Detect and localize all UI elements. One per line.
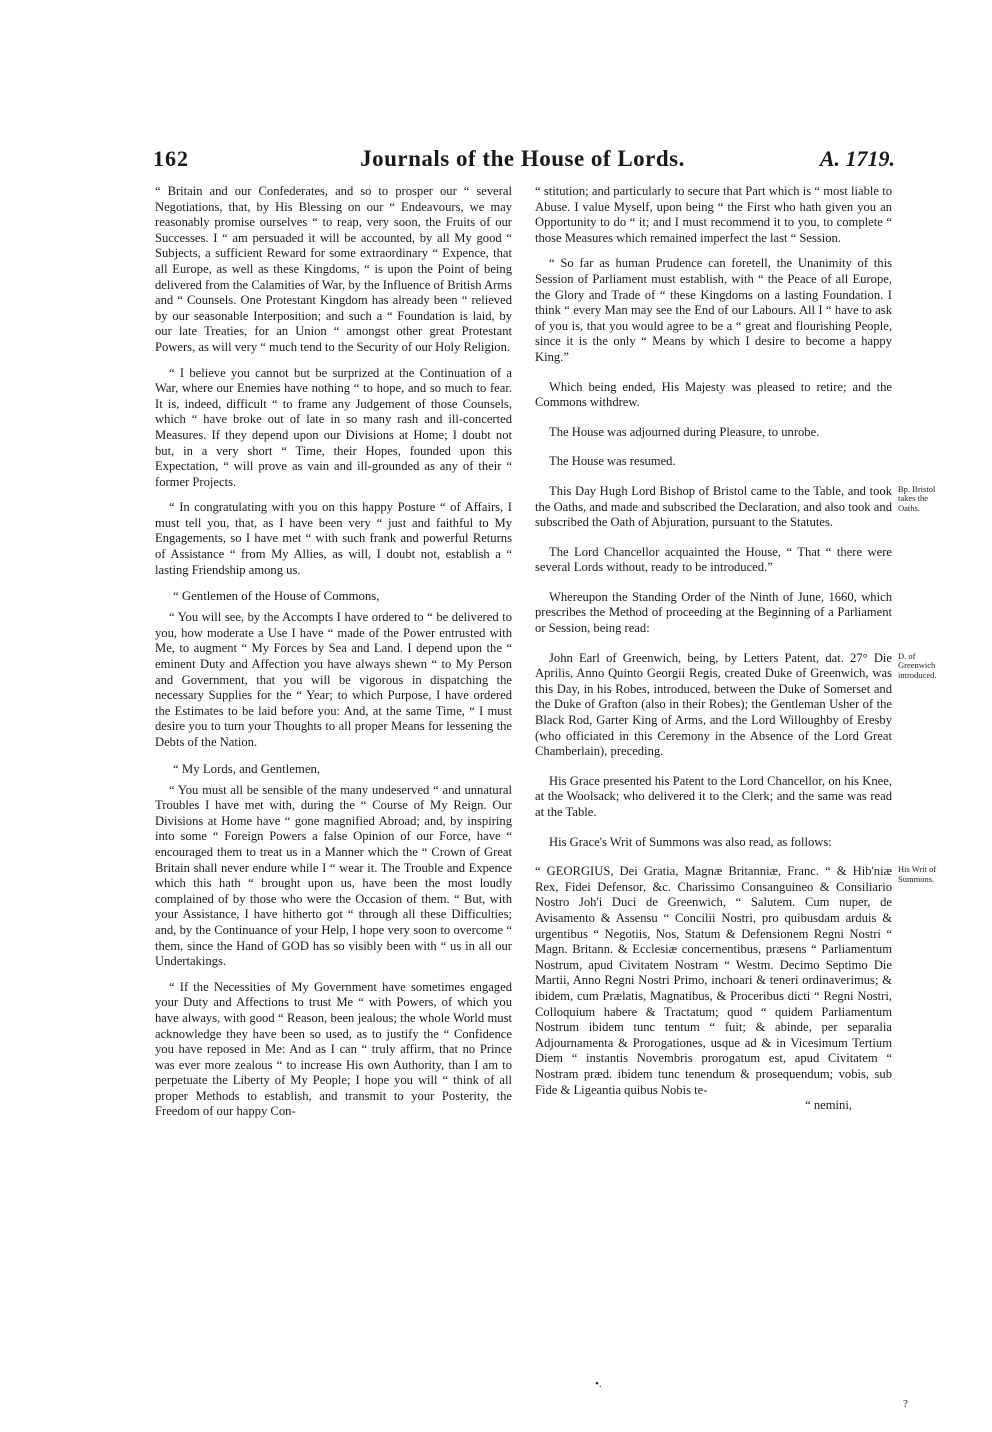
paragraph: “ You must all be sensible of the many undeserved “ and unnatural Troubles I have met with, during the “ Course of My Reign. Our Divisions at Home have “ gone magnified Abroad; and, by inspiring into some “ Foreign Powers a false Opinion of our Force, have “ encouraged them to treat us in a Manner which the “ Crown of Great Britain shall never endure while I “ wear it. The Trouble and Expence which this hath “ brought upon us, have been the most loudly complained of by those who were the Occasion of them. “ But, with your Assistance, I have hitherto got “ through all these Difficulties; and, by the Continuance of your Help, I hope very soon to overcome “ them, since the Hand of GOD has so visibly been with “ us in all our Undertakings.	[155, 782, 512, 969]
right-column	[535, 184, 937, 1114]
paragraph: “ I believe you cannot but be surprized at the Continuation of a War, where our Enemies have nothing “ to hope, and so much to fear. It is, indeed, difficult “ to frame any Judgement of those Counsels, which “ have broke out of late in so many rash and ill-concerted Measures. If they depend upon our Divisions at Home; I doubt not but, in a very short “ Time, their Hopes, founded upon this Expectation, “ will prove as vain and ill-grounded as any of their “ former Projects.	[155, 365, 512, 489]
margin-note: D. of Greenwich introduced.	[898, 650, 937, 680]
journal-title: Journals of the House of Lords.	[360, 146, 685, 171]
catchword: “ nemini,	[805, 1098, 852, 1113]
journal-year: A. 1719.	[819, 146, 895, 171]
margin-note: His Writ of Summons.	[898, 864, 937, 884]
paragraph: His Grace's Writ of Summons was also read, as follows:	[549, 834, 832, 849]
paragraph: Which being ended, His Majesty was pleased to retire; and the Commons withdrew.	[535, 379, 892, 410]
paragraph: Whereupon the Standing Order of the Ninth of June, 1660, which prescribes the Method of proceeding at the Beginning of a Parliament or Session, being read:	[535, 589, 892, 636]
corner-mark: ?	[903, 1398, 908, 1410]
paragraph: “ You will see, by the Accompts I have ordered to “ be delivered to you, how moderate a Use I have “ made of the Power entrusted with Me, to augment “ My Forces by Sea and Land. I depend upon the “ eminent Duty and Affection you have always shewn “ to My Person and Government, that you will be vigorous in dispatching the necessary Supplies for the “ Year; to which Purpose, I have ordered the Estimates to be laid before you: And, at the same Time, “ I must desire you to turn your Thoughts to all proper Means for lessening the Debts of the Nation.	[155, 610, 512, 749]
entry-duke-greenwich	[535, 650, 937, 760]
paragraph: The Lord Chancellor acquainted the House, “ That “ there were several Lords without, ready to be introduced.”	[535, 544, 892, 575]
paragraph: “ If the Necessities of My Government have sometimes engaged your Duty and Affections to trust Me “ with Powers, of which you have always, with good “ Reason, been jealous; the whole World must acknowledge they have been so used, as to justify the “ Confidence you have reposed in Me: And as I can “ truly affirm, that no Prince was ever more zealous “ to increase His own Authority, than I am to perpetuate the Liberty of My People; I hope you will “ think of all proper Methods to establish, and transmit to your Posterity, the Freedom of our happy Con-	[155, 979, 512, 1119]
section-heading: “ Gentlemen of the House of Commons,	[173, 589, 380, 604]
paragraph: “ In congratulating with you on this happy Posture “ of Affairs, I must tell you, that, as I have been very “ just and faithful to My Engagements, so I have met “ with such frank and powerful Returns of Assistance “ from My Allies, as will, I doubt not, establish a “ lasting Friendship among us.	[155, 500, 512, 577]
page-header	[150, 146, 895, 180]
paragraph: John Earl of Greenwich, being, by Letters Patent, dat. 27° Die Aprilis, Anno Quinto Georgii Regis, created Duke of Greenwich, was this Day, in his Robes, introduced, between the Duke of Somerset and the Duke of Grafton (also in their Robes); the Gentleman Usher of the Black Rod, Garter King of Arms, and the Lord Willoughby of Eresby (who officiated in this Ceremony in the Absence of the Lord Great Chamberlain), preceding.	[535, 650, 892, 759]
margin-note: Bp. Bristol takes the Oaths.	[898, 483, 936, 513]
paragraph: This Day Hugh Lord Bishop of Bristol came to the Table, and took the Oaths, and made and subscribed the Declaration, and also took and subscribed the Oath of Abjuration, pursuant to the Statutes.	[535, 483, 892, 530]
entry-bishop-bristol	[535, 483, 936, 531]
paragraph: “ So far as human Prudence can foretell, the Unanimity of this Session of Parliament must establish, with “ the Peace of all Europe, the Glory and Trade of “ these Kingdoms on a lasting Foundation. I think “ every Man may see the End of our Labours. All I “ have to ask of you is, that you would agree to be a “ great and flourishing People, since it is the only “ Means by which I desire to become a happy King.”	[535, 256, 892, 364]
print-mark: •.	[595, 1378, 602, 1390]
paragraph: The House was resumed.	[549, 454, 676, 469]
paragraph: The House was adjourned during Pleasure, to unrobe.	[549, 424, 820, 439]
paragraph: “ GEORGIUS, Dei Gratia, Magnæ Britanniæ, Franc. “ & Hib'niæ Rex, Fidei Defensor, &c. Charissimo Consanguineo & Consiliario Nostro Joh'i Duci de Greenwich, “ Salutem. Cum nuper, de Avisamento & Assensu “ Concilii Nostri, pro quibusdam arduis & urgentibus “ Negotiis, Nos, Statum & Defensionem Regni Nostri “ Magn. Britann. & Ecclesiæ concernentibus, præsens “ Parliamentum Nostrum, apud Civitatem Nostram “ Westm. Decimo Septimo Die Martii, Anno Regni Nostri Primo, inchoari & teneri ordinaverimus; & ibidem, cum Prælatis, Magnatibus, & Proceribus dicti “ Regni Nostri, Colloquium habere & Tractatum; quod “ quidem Parliamentum Nostrum ibidem tunc tentum “ fuit; & abinde, per separalia Adjournamenta & Prorogationes, usque ad & in Vicesimum Tertium Diem “ instantis Novembris prorogatum est, apud Civitatem “ Nostram præd. ibidem tunc tenendum & prosequendum; vobis, sub Fide & Ligeantia quibus Nobis te-	[535, 864, 892, 1097]
paragraph: His Grace presented his Patent to the Lord Chancellor, on his Knee, at the Woolsack; who delivered it to the Clerk; and the same was read at the Table.	[535, 773, 892, 819]
paragraph: “ Britain and our Confederates, and so to prosper our “ several Negotiations, that, by His Blessing on our “ Endeavours, we may reasonably promise ourselves “ to reap, very soon, the Fruits of our Successes. I “ am persuaded it will be accounted, by all My good “ Subjects, a sufficient Reward for some extraordinary “ Expence, that all Europe, as well as these Kingdoms, “ is upon the Point of being delivered from the Calamities of War, by the Influence of British Arms and “ Counsels. One Protestant Kingdom has already been “ relieved by our seasonable Interposition; and such a “ Foundation is laid, by our late Treaties, for an Union “ amongst other great Protestant Powers, as will very “ much tend to the Security of our Holy Religion.	[155, 184, 512, 354]
page-number: 162	[153, 146, 189, 171]
entry-writ-of-summons	[535, 864, 937, 1098]
section-heading: “ My Lords, and Gentlemen,	[173, 761, 321, 776]
left-column	[155, 184, 512, 1130]
paragraph: “ stitution; and particularly to secure that Part which is “ most liable to Abuse. I value Myself, upon being “ the First who hath given you an Opportunity to do “ it; and I must recommend it to you, to complete “ those Measures which remained imperfect the last “ Session.	[535, 184, 892, 245]
